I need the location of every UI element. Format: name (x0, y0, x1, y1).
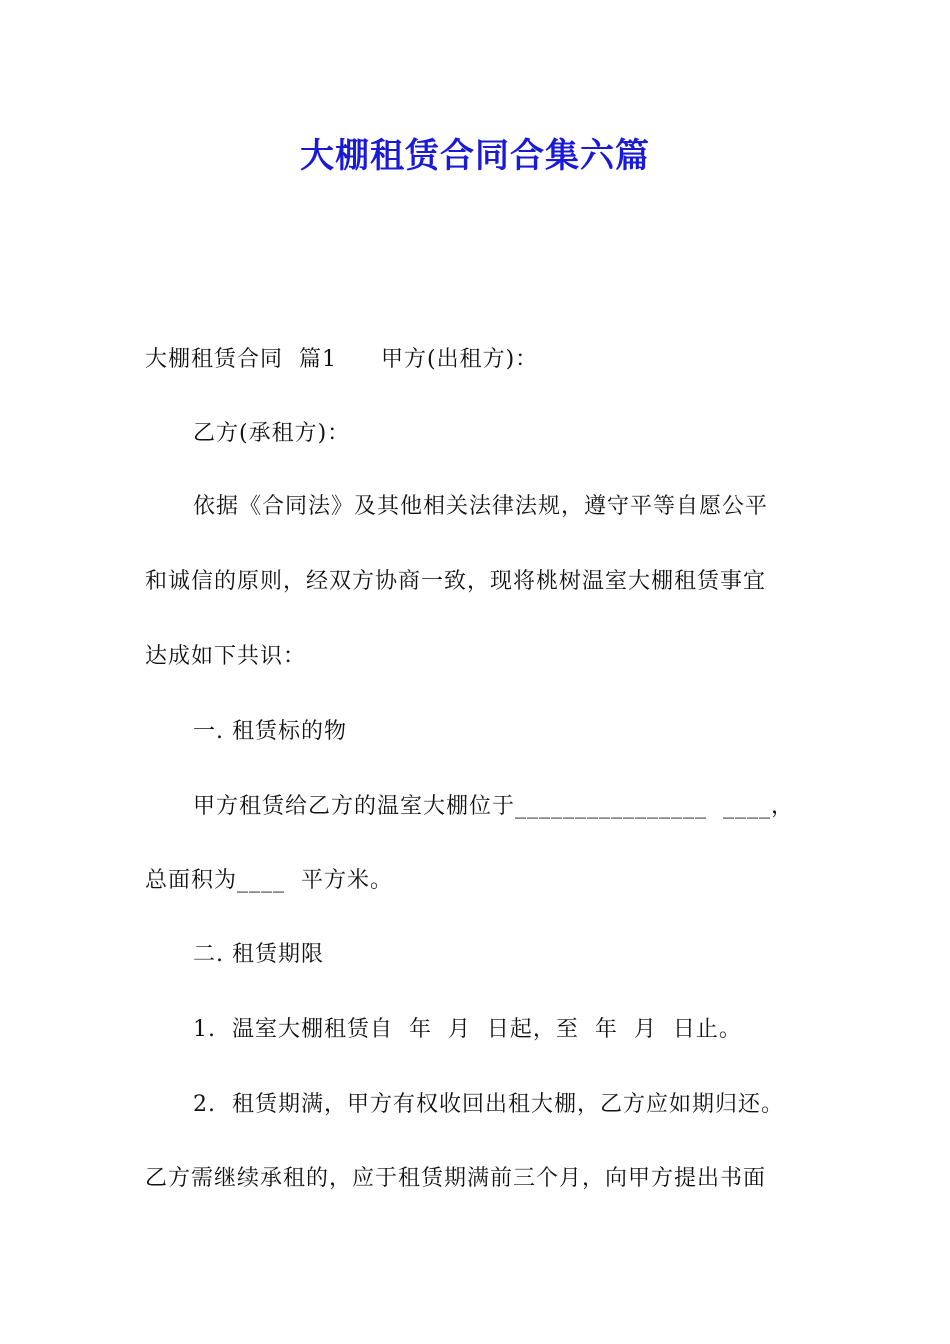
intro-paragraph-line-3: 达成如下共识： (145, 644, 307, 669)
contract-heading-line (145, 345, 815, 375)
intro-paragraph-line-2: 和诚信的原则，经双方协商一致，现将桃树温室大棚租赁事宜 (145, 569, 767, 594)
section-1-title: 一. 租赁标的物 (193, 719, 347, 744)
contract-label: 大棚租赁合同 篇1 (145, 347, 337, 372)
party-a-label: 甲方(出租方)： (380, 347, 539, 372)
section-2-item-2-continuation: 乙方需继续承租的，应于租赁期满前三个月，向甲方提出书面 (145, 1166, 767, 1191)
section-2-title: 二. 租赁期限 (193, 942, 324, 967)
section-2-item-2: 2. 租赁期满，甲方有权收回出租大棚，乙方应如期归还。 (193, 1092, 784, 1117)
intro-paragraph-line-1: 依据《合同法》及其他相关法律法规，遵守平等自愿公平 (193, 494, 769, 519)
document-title: 大棚租赁合同合集六篇 (300, 136, 650, 176)
party-b-label: 乙方(承租方)： (193, 421, 351, 446)
section-1-paragraph-line-1: 甲方租赁给乙方的温室大棚位于________________ ____， (193, 794, 794, 819)
section-1-paragraph-line-2: 总面积为____ 平方米。 (145, 868, 393, 893)
section-2-item-1: 1. 温室大棚租赁自 年 月 日起，至 年 月 日止。 (193, 1017, 742, 1042)
